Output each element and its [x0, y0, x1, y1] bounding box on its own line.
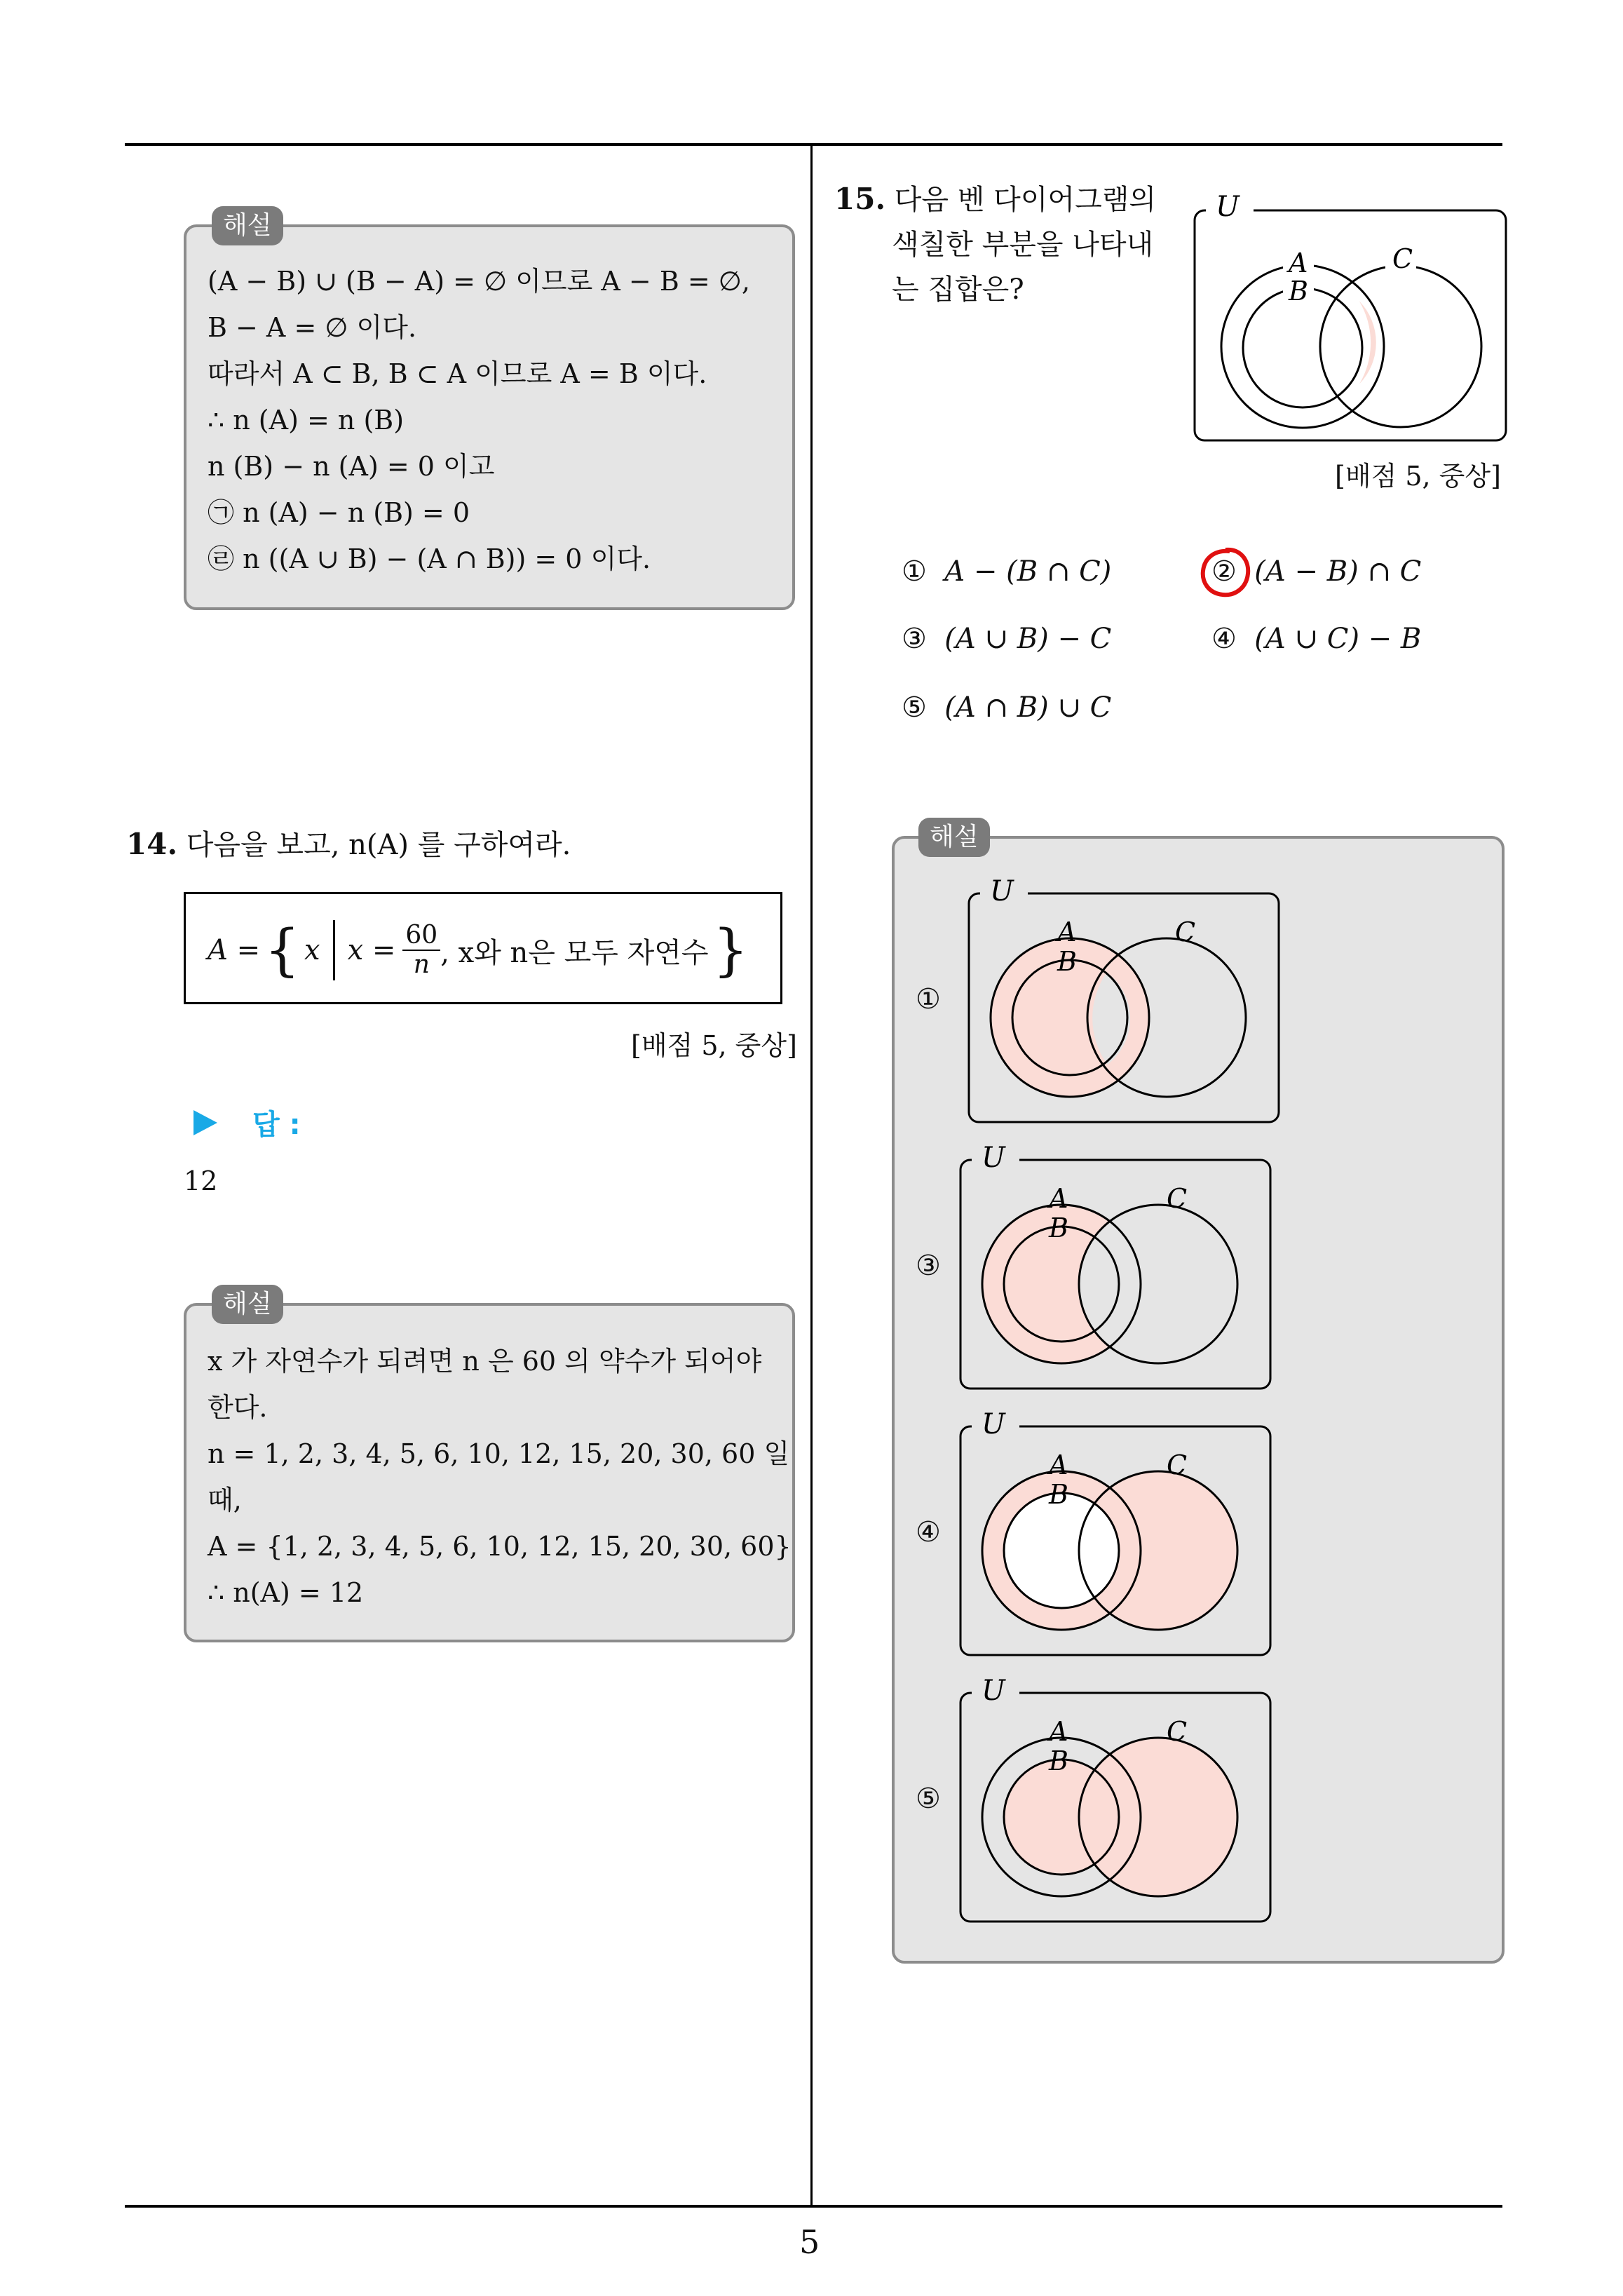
choice-mark: ②: [1211, 555, 1237, 588]
solution-line: n = 1, 2, 3, 4, 5, 6, 10, 12, 15, 20, 30, 60 일: [208, 1438, 790, 1469]
answer-label: 답 :: [252, 1109, 301, 1141]
venn-label-b: B: [1057, 946, 1077, 977]
choice-mark: ⑤: [902, 691, 927, 724]
solution-line: n (B) − n (A) = 0 이고: [208, 451, 495, 482]
solution-line: (A − B) ∪ (B − A) = ∅ 이므로 A − B = ∅,: [208, 266, 750, 297]
choice-1[interactable]: [902, 555, 1111, 588]
answer-arrow-icon: [193, 1110, 217, 1135]
venn-label-u: U: [990, 875, 1014, 907]
choice-3[interactable]: [902, 623, 1111, 655]
choice-4[interactable]: [1211, 623, 1421, 655]
solution-line: ∴ n(A) = 12: [208, 1577, 364, 1608]
solution-tag-15: 해설: [918, 818, 990, 857]
diagram-mark-4: ④: [916, 1516, 941, 1548]
choice-text: (A − B) ∩ C: [1254, 555, 1422, 588]
cond-post: , x와 n은 모두 자연수: [440, 936, 709, 969]
choice-mark: ③: [902, 623, 927, 655]
solution-line: ∴ n (A) = n (B): [208, 405, 405, 435]
diagram-mark-1: ①: [916, 983, 941, 1015]
choice-mark: ①: [902, 555, 927, 588]
solution-line: ㉠ n (A) − n (B) = 0: [208, 497, 470, 528]
venn-diagram-3: [956, 1140, 1279, 1400]
page-number: 5: [799, 2223, 820, 2261]
question-text-line: 색칠한 부분을 나타내: [892, 229, 1154, 261]
solution-line: x 가 자연수가 되려면 n 은 60 의 약수가 되어야: [208, 1346, 762, 1377]
question-14: [126, 822, 571, 867]
answer-row-14: [193, 1102, 301, 1142]
solution-line: B − A = ∅ 이다.: [208, 312, 417, 343]
solution-tag-13: 해설: [212, 206, 283, 245]
venn-label-b: B: [1049, 1479, 1068, 1510]
question-text-line: 다음 벤 다이어그램의: [894, 184, 1156, 216]
choice-text: (A ∩ B) ∪ C: [944, 691, 1112, 724]
venn-label-u: U: [982, 1142, 1005, 1174]
venn-label-b: B: [1049, 1213, 1068, 1243]
venn-diagram-1: [965, 874, 1287, 1133]
selected-answer-mark-icon: [1197, 544, 1254, 600]
fraction-denominator: n: [413, 950, 430, 979]
venn-label-b: B: [1289, 276, 1308, 306]
venn-label-b: B: [1049, 1745, 1068, 1776]
venn-label-a: A: [1049, 1183, 1068, 1214]
venn-label-c: C: [1167, 1716, 1188, 1747]
question-15: [834, 177, 1156, 312]
top-rule: [125, 143, 1502, 146]
choice-text: (A ∪ C) − B: [1254, 623, 1422, 655]
solution-text-13: [208, 258, 750, 582]
fraction: [402, 921, 440, 979]
question-text: 다음을 보고, n(A) 를 구하여라.: [186, 829, 571, 861]
question-text-line: 는 집합은?: [892, 274, 1024, 306]
venn-diagram-5: [956, 1673, 1279, 1933]
choice-mark: ④: [1211, 623, 1237, 655]
right-brace: }: [712, 917, 749, 982]
question-number: 14.: [126, 827, 178, 861]
solution-line: 때,: [208, 1485, 242, 1515]
choice-5[interactable]: [902, 691, 1111, 724]
venn-label-a: A: [1057, 917, 1077, 947]
solution-tag-14: 해설: [212, 1285, 283, 1324]
column-divider: [810, 144, 813, 2206]
venn-label-u: U: [982, 1408, 1005, 1440]
solution-line: 한다.: [208, 1392, 268, 1423]
cond-pre: x =: [347, 934, 396, 966]
solution-line: A = {1, 2, 3, 4, 5, 6, 10, 12, 15, 20, 30, 60}: [208, 1531, 792, 1562]
venn-label-c: C: [1167, 1450, 1188, 1480]
venn-label-c: C: [1167, 1183, 1188, 1214]
diagram-mark-3: ③: [916, 1250, 941, 1282]
choice-text: (A ∪ B) − C: [944, 623, 1112, 655]
set-definition: [208, 912, 748, 989]
venn-label-c: C: [1392, 243, 1413, 274]
fraction-numerator: 60: [402, 921, 440, 951]
score-15: [배점 5, 중상]: [1335, 461, 1501, 492]
diagram-mark-5: ⑤: [916, 1783, 941, 1815]
set-var: x: [304, 934, 320, 966]
venn-label-a: A: [1049, 1450, 1068, 1480]
circle-c: [1320, 266, 1481, 427]
solution-text-14: [208, 1338, 792, 1616]
bottom-rule: [125, 2205, 1502, 2208]
set-left: A =: [208, 934, 261, 966]
score-14: [배점 5, 중상]: [631, 1030, 797, 1061]
venn-label-a: A: [1289, 248, 1308, 278]
venn-label-u: U: [1216, 191, 1240, 223]
left-brace: {: [264, 917, 301, 982]
question-number: 15.: [834, 182, 886, 216]
venn-label-u: U: [982, 1675, 1005, 1707]
venn-label-c: C: [1175, 917, 1196, 947]
answer-value-14: 12: [184, 1166, 218, 1196]
solution-line: 따라서 A ⊂ B, B ⊂ A 이므로 A = B 이다.: [208, 358, 707, 389]
solution-line: ㉣ n ((A ∪ B) − (A ∩ B)) = 0 이다.: [208, 543, 651, 574]
venn-diagram-4: [956, 1407, 1279, 1666]
venn-label-a: A: [1049, 1716, 1068, 1747]
venn-diagram-question: [1190, 185, 1513, 445]
set-bar: [333, 920, 335, 980]
choice-text: A − (B ∩ C): [944, 555, 1112, 588]
